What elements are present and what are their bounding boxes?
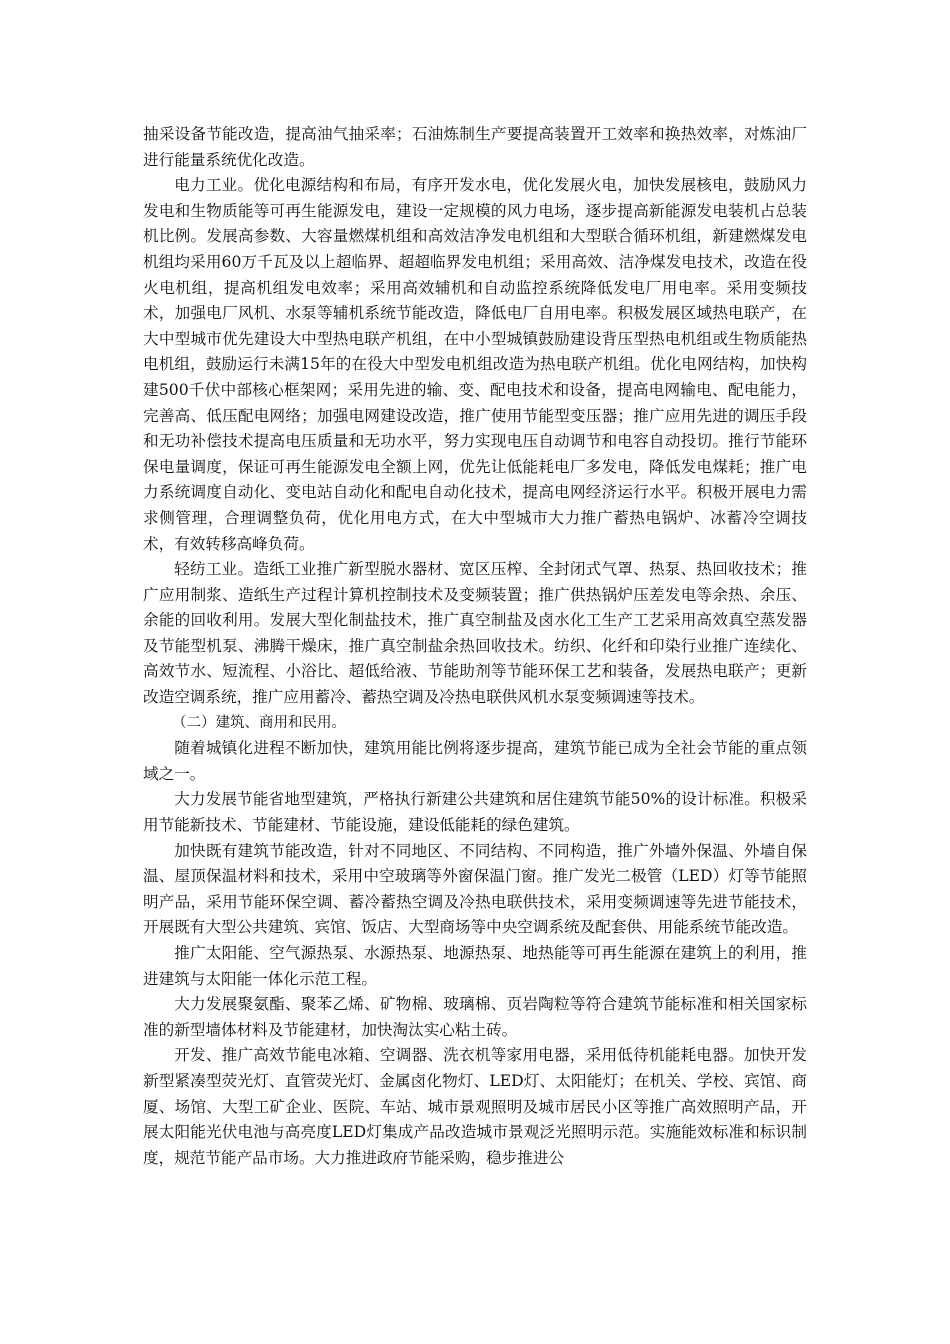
paragraph-light-textile-industry: 轻纺工业。造纸工业推广新型脱水器材、宽区压榨、全封闭式气罩、热泵、热回收技术；推广应用制浆、造纸生产过程计算机控制技术及变频装置；推广供热锅炉压差发电等余热、余压、余能的回收利用。发展大型化制盐技术，推广真空制盐及卤水化工生产工艺采用高效真空蒸发器及节能型机泵、沸腾干燥床，推广真空制盐余热回收技术。纺织、化纤和印染行业推广连续化、高效节水、短流程、小浴比、超低给液、节能助剂等节能环保工艺和装备，发展热电联产；更新改造空调系统，推广应用蓄冷、蓄热空调及冷热电联供风机水泵变频调速等技术。 (143, 560, 807, 707)
paragraph-oil-continuation: 抽采设备节能改造，提高油气抽采率；石油炼制生产要提高装置开工效率和换热效率，对炼油厂进行能量系统优化改造。 (143, 125, 807, 169)
paragraph-renewable-energy: 推广太阳能、空气源热泵、水源热泵、地源热泵、地热能等可再生能源在建筑上的利用，推进建筑与太阳能一体化示范工程。 (143, 944, 807, 988)
paragraph-urbanization: 随着城镇化进程不断加快，建筑用能比例将逐步提高，建筑节能已成为全社会节能的重点领域之一。 (143, 739, 807, 783)
section-heading: （二）建筑、商用和民用。 (172, 714, 346, 731)
paragraph-power-industry: 电力工业。优化电源结构和布局，有序开发水电，优化发展火电，加快发展核电，鼓励风力发电和生物质能等可再生能源发电，建设一定规模的风力电场，逐步提高新能源发电装机占总装机比例。发展高参数、大容量燃煤机组和高效洁净发电机组和大型联合循环机组，新建燃煤发电机组均采用60万千瓦及以上超临界、超超临界发电机组；采用高效、洁净煤发电技术，改造在役火电机组，提高机组发电效率；采用高效辅机和自动监控系统降低发电厂用电率。采用变频技术，加强电厂风机、水泵等辅机系统节能改造，降低电厂自用电率。积极发展区域热电联产，在大中型城市优先建设大中型热电联产机组，在中小型城镇鼓励建设背压型热电机组或生物质能热电机组，鼓励运行未满15年的在役大中型发电机组改造为热电联产机组。优化电网结构，加快构建500千伏中部核心框架网；采用先进的输、变、配电技术和设备，提高电网输电、配电能力，完善高、低压配电网络；加强电网建设改造，推广使用节能型变压器；推广应用先进的调压手段和无功补偿技术提高电压质量和无功水平，努力实现电压自动调节和电容自动投切。推行节能环保电量调度，保证可再生能源发电全额上网，优先让低能耗电厂多发电，降低发电煤耗；推广电力系统调度自动化、变电站自动化和配电自动化技术，提高电网经济运行水平。积极开展电力需求侧管理，合理调整负荷，优化用电方式，在大中型城市大力推广蓄热电锅炉、冰蓄冷空调技术，有效转移高峰负荷。 (143, 176, 807, 553)
paragraph-building-retrofit: 加快既有建筑节能改造，针对不同地区、不同结构、不同构造，推广外墙外保温、外墙自保温、屋顶保温材料和技术，采用中空玻璃等外窗保温门窗。推广发光二极管（LED）灯等节能照明产品，采用节能环保空调、蓄冷蓄热空调及冷热电联供技术，采用变频调速等先进节能技术，开展既有大型公共建筑、宾馆、饭店、大型商场等中央空调系统及配套供、用能系统节能改造。 (143, 841, 807, 937)
paragraph-energy-saving-buildings: 大力发展节能省地型建筑，严格执行新建公共建筑和居住建筑节能50%的设计标准。积极采用节能新技术、节能建材、节能设施，建设低能耗的绿色建筑。 (143, 790, 807, 835)
paragraph-wall-materials: 大力发展聚氨酯、聚苯乙烯、矿物棉、玻璃棉、页岩陶粒等符合建筑节能标准和相关国家标准的新型墙体材料及节能建材，加快淘汰实心粘土砖。 (143, 995, 807, 1039)
paragraph-appliances-lighting: 开发、推广高效节能电冰箱、空调器、洗衣机等家用电器，采用低待机能耗电器。加快开发新型紧凑型荧光灯、直管荧光灯、金属卤化物灯、LED灯、太阳能灯；在机关、学校、宾馆、商厦、场馆、大型工矿企业、医院、车站、城市景观照明及城市居民小区等推广高效照明产品，开展太阳能光伏电池与高亮度LED灯集成产品改造城市景观泛光照明示范。实施能效标准和标识制度，规范节能产品市场。大力推进政府节能采购，稳步推进公 (143, 1046, 807, 1167)
document-page (143, 122, 807, 1171)
